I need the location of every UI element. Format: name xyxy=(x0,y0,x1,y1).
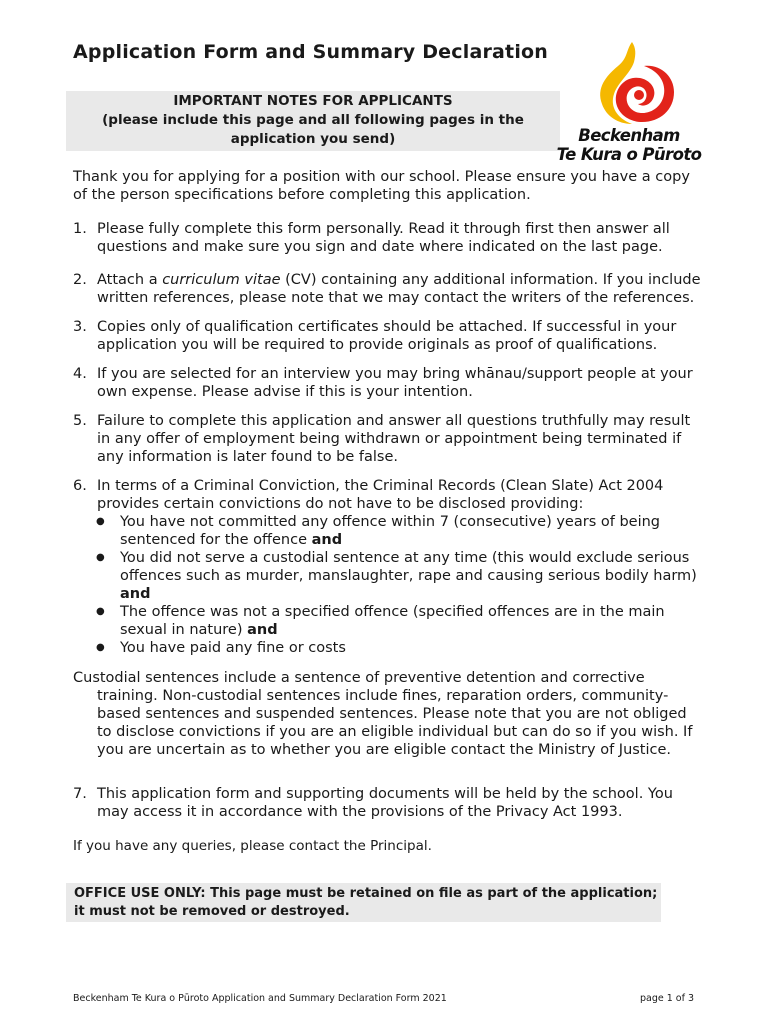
list-item: 6. In terms of a Criminal Conviction, the Criminal Records (Clean Slate) Act 2004 provides certain convictions do not have to be disclosed providing: ● You have not committed any offence within 7 (consecutive) years of being sentenced for the offence and ● You did not serve a custodial sentence at any time (this would exclude serious offences such as murder, manslaughter, rape and causing serious bodily harm) and ● The offence was not a specified offence (specified offences are in the main sexual in nature) and ● You have paid any fine or costs xyxy=(73,477,703,657)
footer-page-number: page 1 of 3 xyxy=(640,993,695,1004)
list-item: 5. Failure to complete this application and answer all questions truthfully may result in any offer of employment being withdrawn or appointment being terminated if any information is later found to be false. xyxy=(73,413,691,465)
school-logo xyxy=(556,40,702,164)
footer-form-name: Beckenham Te Kura o Pūroto Application and Summary Declaration Form 2021 xyxy=(73,993,447,1004)
bullet-item: ● You did not serve a custodial sentence at any time (this would exclude serious offences such as murder, manslaughter, rape and causing serious bodily harm) and xyxy=(73,549,703,603)
list-item: 7. This application form and supporting documents will be held by the school. You may access it in accordance with the provisions of the Privacy Act 1993. xyxy=(73,786,673,820)
bullet-item: ● The offence was not a specified offence (specified offences are in the main sexual in nature) and xyxy=(73,603,703,639)
intro-paragraph: Thank you for applying for a position with our school. Please ensure you have a copy of the person specifications before completing this application. xyxy=(73,169,690,203)
queries-line: If you have any queries, please contact the Principal. xyxy=(73,838,432,854)
bullet-item: ● You have not committed any offence within 7 (consecutive) years of being sentenced for the offence and xyxy=(73,513,703,549)
list-item: 4. If you are selected for an interview you may bring whānau/support people at your own expense. Please advise if this is your intention. xyxy=(73,366,693,400)
conviction-conditions-list xyxy=(73,513,703,657)
bullet-item: ● You have paid any fine or costs xyxy=(73,639,703,657)
notes-heading: IMPORTANT NOTES FOR APPLICANTS xyxy=(173,93,453,109)
logo-text-line-2: Te Kura o Pūroto xyxy=(556,145,702,164)
important-notes-box xyxy=(66,91,560,151)
notes-subline-1: (please include this page and all following pages in the xyxy=(102,112,524,128)
notes-subline-2: application you send) xyxy=(230,131,396,147)
list-item: 2. Attach a curriculum vitae (CV) containing any additional information. If you include written references, please note that we may contact the writers of the references. xyxy=(73,272,701,306)
list-item: 3. Copies only of qualification certificates should be attached. If successful in your application you will be required to provide originals as proof of qualifications. xyxy=(73,319,677,353)
list-item: 1. Please fully complete this form personally. Read it through first then answer all questions and make sure you sign and date where indicated on the last page. xyxy=(73,221,670,255)
office-use-box: OFFICE USE ONLY: This page must be retained on file as part of the application; it must not be removed or destroyed. xyxy=(66,883,661,922)
custodial-paragraph: Custodial sentences include a sentence of preventive detention and corrective training. Non-custodial sentences include fines, reparation orders, community-based sentences and suspended sentences. Please note that you are not obliged to disclose convictions if you are an eligible individual but can do so if you wish. If you are uncertain as to whether you are eligible contact the Ministry of Justice. xyxy=(73,670,693,758)
logo-text-line-1: Beckenham xyxy=(578,126,680,145)
school-logo-icon xyxy=(556,40,702,126)
page-title: Application Form and Summary Declaration xyxy=(73,41,549,63)
